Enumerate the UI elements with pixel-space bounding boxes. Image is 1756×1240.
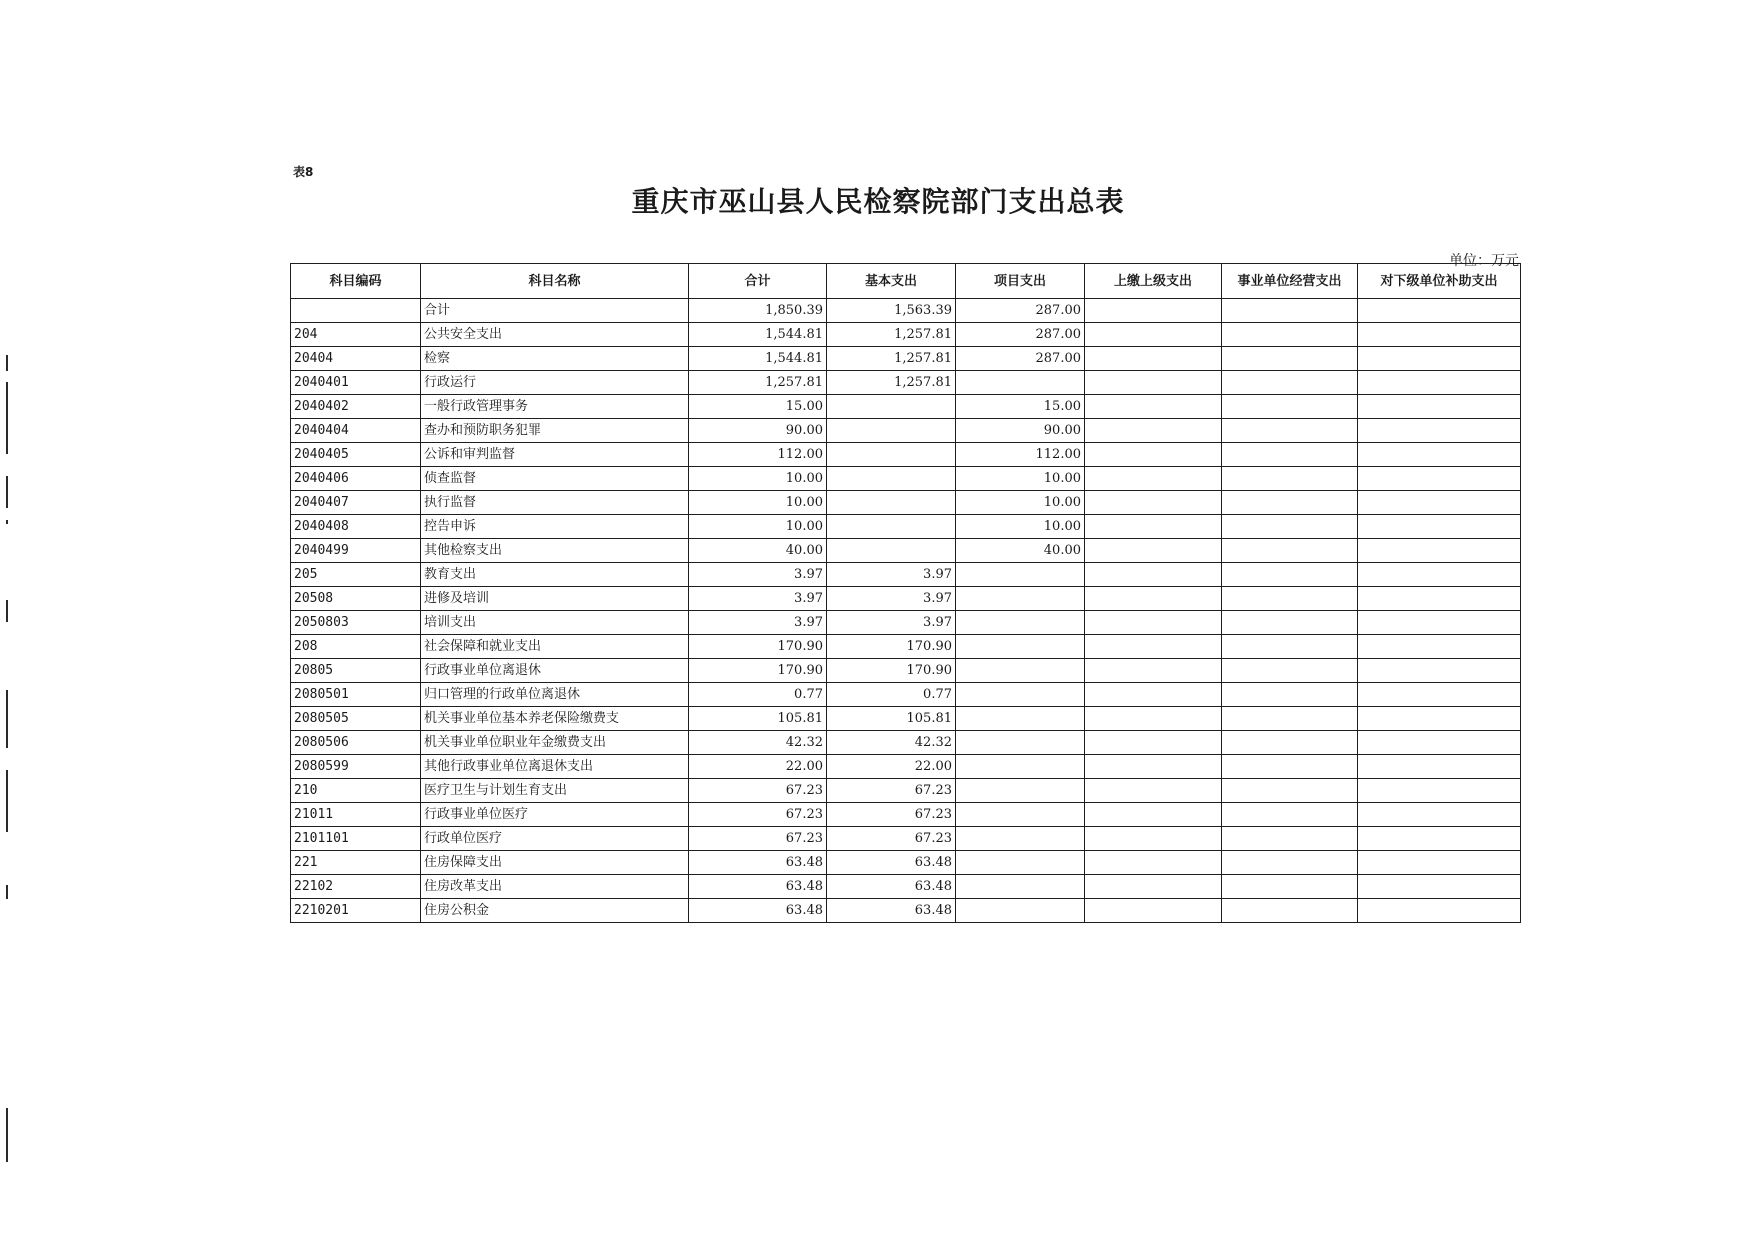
business-operation-cell [1222, 467, 1358, 491]
subordinate-subsidy-cell [1358, 419, 1521, 443]
basic-expenditure-cell: 3.97 [827, 587, 956, 611]
project-expenditure-cell [956, 731, 1085, 755]
basic-expenditure-cell [827, 419, 956, 443]
upper-remittance-cell [1085, 395, 1222, 419]
subject-name-cell: 侦查监督 [421, 467, 689, 491]
total-cell: 1,257.81 [689, 371, 827, 395]
project-expenditure-cell [956, 875, 1085, 899]
total-cell: 40.00 [689, 539, 827, 563]
project-expenditure-cell: 40.00 [956, 539, 1085, 563]
column-header: 对下级单位补助支出 [1358, 264, 1521, 299]
header-row [291, 264, 1521, 299]
basic-expenditure-cell [827, 515, 956, 539]
subject-name-cell: 住房保障支出 [421, 851, 689, 875]
project-expenditure-cell [956, 779, 1085, 803]
table-row [291, 803, 1521, 827]
upper-remittance-cell [1085, 803, 1222, 827]
subject-name-cell: 行政事业单位医疗 [421, 803, 689, 827]
scan-mark [6, 1108, 8, 1162]
upper-remittance-cell [1085, 827, 1222, 851]
total-cell: 1,544.81 [689, 347, 827, 371]
total-cell: 63.48 [689, 899, 827, 923]
project-expenditure-cell: 112.00 [956, 443, 1085, 467]
table-row [291, 347, 1521, 371]
basic-expenditure-cell [827, 395, 956, 419]
business-operation-cell [1222, 731, 1358, 755]
subject-code-cell: 205 [291, 563, 421, 587]
business-operation-cell [1222, 875, 1358, 899]
project-expenditure-cell [956, 371, 1085, 395]
subject-name-cell: 机关事业单位职业年金缴费支出 [421, 731, 689, 755]
basic-expenditure-cell: 22.00 [827, 755, 956, 779]
subject-code-cell: 2040404 [291, 419, 421, 443]
business-operation-cell [1222, 347, 1358, 371]
table-row [291, 635, 1521, 659]
business-operation-cell [1222, 851, 1358, 875]
business-operation-cell [1222, 683, 1358, 707]
subordinate-subsidy-cell [1358, 515, 1521, 539]
subject-name-cell: 住房改革支出 [421, 875, 689, 899]
total-cell: 10.00 [689, 467, 827, 491]
project-expenditure-cell [956, 563, 1085, 587]
basic-expenditure-cell: 1,563.39 [827, 299, 956, 323]
business-operation-cell [1222, 539, 1358, 563]
column-header: 科目编码 [291, 264, 421, 299]
subordinate-subsidy-cell [1358, 371, 1521, 395]
scan-mark [6, 476, 8, 508]
business-operation-cell [1222, 371, 1358, 395]
basic-expenditure-cell: 63.48 [827, 851, 956, 875]
subordinate-subsidy-cell [1358, 587, 1521, 611]
subject-code-cell: 20404 [291, 347, 421, 371]
subject-name-cell: 行政单位医疗 [421, 827, 689, 851]
subject-name-cell: 一般行政管理事务 [421, 395, 689, 419]
subject-code-cell: 20508 [291, 587, 421, 611]
total-cell: 170.90 [689, 659, 827, 683]
subordinate-subsidy-cell [1358, 899, 1521, 923]
total-cell: 3.97 [689, 563, 827, 587]
scan-mark [6, 355, 8, 371]
project-expenditure-cell: 15.00 [956, 395, 1085, 419]
table-row [291, 467, 1521, 491]
business-operation-cell [1222, 827, 1358, 851]
business-operation-cell [1222, 299, 1358, 323]
subject-code-cell: 2080501 [291, 683, 421, 707]
subordinate-subsidy-cell [1358, 707, 1521, 731]
total-cell: 67.23 [689, 827, 827, 851]
table-row [291, 539, 1521, 563]
project-expenditure-cell [956, 827, 1085, 851]
scan-mark [6, 885, 8, 899]
subject-name-cell: 住房公积金 [421, 899, 689, 923]
upper-remittance-cell [1085, 299, 1222, 323]
subordinate-subsidy-cell [1358, 323, 1521, 347]
table-row [291, 779, 1521, 803]
basic-expenditure-cell: 1,257.81 [827, 347, 956, 371]
subject-name-cell: 控告申诉 [421, 515, 689, 539]
upper-remittance-cell [1085, 467, 1222, 491]
business-operation-cell [1222, 395, 1358, 419]
table-row [291, 299, 1521, 323]
upper-remittance-cell [1085, 587, 1222, 611]
subject-name-cell: 医疗卫生与计划生育支出 [421, 779, 689, 803]
basic-expenditure-cell: 3.97 [827, 563, 956, 587]
subject-code-cell: 2040401 [291, 371, 421, 395]
scan-mark [6, 770, 8, 832]
subject-code-cell: 2080506 [291, 731, 421, 755]
project-expenditure-cell [956, 683, 1085, 707]
table-row [291, 659, 1521, 683]
upper-remittance-cell [1085, 419, 1222, 443]
subject-code-cell: 20805 [291, 659, 421, 683]
table-row [291, 731, 1521, 755]
basic-expenditure-cell: 105.81 [827, 707, 956, 731]
table-row [291, 515, 1521, 539]
project-expenditure-cell: 10.00 [956, 491, 1085, 515]
table-row [291, 395, 1521, 419]
subject-name-cell: 行政运行 [421, 371, 689, 395]
upper-remittance-cell [1085, 779, 1222, 803]
subordinate-subsidy-cell [1358, 731, 1521, 755]
subordinate-subsidy-cell [1358, 563, 1521, 587]
subject-code-cell: 2040405 [291, 443, 421, 467]
upper-remittance-cell [1085, 371, 1222, 395]
subject-name-cell: 社会保障和就业支出 [421, 635, 689, 659]
upper-remittance-cell [1085, 539, 1222, 563]
table-body [291, 299, 1521, 923]
project-expenditure-cell: 287.00 [956, 323, 1085, 347]
upper-remittance-cell [1085, 443, 1222, 467]
subject-code-cell: 210 [291, 779, 421, 803]
upper-remittance-cell [1085, 875, 1222, 899]
basic-expenditure-cell: 1,257.81 [827, 371, 956, 395]
total-cell: 112.00 [689, 443, 827, 467]
business-operation-cell [1222, 587, 1358, 611]
basic-expenditure-cell: 0.77 [827, 683, 956, 707]
subordinate-subsidy-cell [1358, 611, 1521, 635]
business-operation-cell [1222, 611, 1358, 635]
table-row [291, 899, 1521, 923]
table-row [291, 587, 1521, 611]
total-cell: 42.32 [689, 731, 827, 755]
business-operation-cell [1222, 443, 1358, 467]
business-operation-cell [1222, 803, 1358, 827]
basic-expenditure-cell [827, 539, 956, 563]
scan-mark [6, 520, 8, 524]
table-row [291, 875, 1521, 899]
subject-code-cell: 2210201 [291, 899, 421, 923]
subject-code-cell: 2050803 [291, 611, 421, 635]
subject-code-cell: 208 [291, 635, 421, 659]
project-expenditure-cell [956, 851, 1085, 875]
upper-remittance-cell [1085, 851, 1222, 875]
basic-expenditure-cell: 63.48 [827, 899, 956, 923]
subordinate-subsidy-cell [1358, 659, 1521, 683]
project-expenditure-cell [956, 755, 1085, 779]
upper-remittance-cell [1085, 683, 1222, 707]
subordinate-subsidy-cell [1358, 683, 1521, 707]
subordinate-subsidy-cell [1358, 803, 1521, 827]
project-expenditure-cell [956, 899, 1085, 923]
total-cell: 67.23 [689, 803, 827, 827]
basic-expenditure-cell: 42.32 [827, 731, 956, 755]
business-operation-cell [1222, 779, 1358, 803]
subordinate-subsidy-cell [1358, 539, 1521, 563]
project-expenditure-cell [956, 659, 1085, 683]
total-cell: 67.23 [689, 779, 827, 803]
upper-remittance-cell [1085, 707, 1222, 731]
column-header: 科目名称 [421, 264, 689, 299]
column-header: 上缴上级支出 [1085, 264, 1222, 299]
basic-expenditure-cell [827, 467, 956, 491]
table-row [291, 755, 1521, 779]
subject-name-cell: 培训支出 [421, 611, 689, 635]
subject-name-cell: 行政事业单位离退休 [421, 659, 689, 683]
total-cell: 1,544.81 [689, 323, 827, 347]
table-row [291, 491, 1521, 515]
upper-remittance-cell [1085, 563, 1222, 587]
subordinate-subsidy-cell [1358, 635, 1521, 659]
basic-expenditure-cell: 67.23 [827, 803, 956, 827]
project-expenditure-cell [956, 803, 1085, 827]
basic-expenditure-cell: 63.48 [827, 875, 956, 899]
basic-expenditure-cell: 1,257.81 [827, 323, 956, 347]
unit-label: 单位：万元 [1449, 253, 1519, 269]
business-operation-cell [1222, 323, 1358, 347]
scan-mark [6, 382, 8, 454]
subject-code-cell: 2040408 [291, 515, 421, 539]
table-row [291, 323, 1521, 347]
subject-code-cell: 2080505 [291, 707, 421, 731]
total-cell: 90.00 [689, 419, 827, 443]
total-cell: 63.48 [689, 875, 827, 899]
business-operation-cell [1222, 755, 1358, 779]
total-cell: 15.00 [689, 395, 827, 419]
total-cell: 3.97 [689, 587, 827, 611]
subordinate-subsidy-cell [1358, 443, 1521, 467]
total-cell: 1,850.39 [689, 299, 827, 323]
column-header: 合计 [689, 264, 827, 299]
subject-code-cell: 2040407 [291, 491, 421, 515]
subject-name-cell: 归口管理的行政单位离退休 [421, 683, 689, 707]
subordinate-subsidy-cell [1358, 755, 1521, 779]
subordinate-subsidy-cell [1358, 779, 1521, 803]
subordinate-subsidy-cell [1358, 395, 1521, 419]
page-title: 重庆市巫山县人民检察院部门支出总表 [631, 185, 1125, 218]
subject-name-cell: 其他检察支出 [421, 539, 689, 563]
basic-expenditure-cell: 170.90 [827, 635, 956, 659]
total-cell: 170.90 [689, 635, 827, 659]
upper-remittance-cell [1085, 755, 1222, 779]
subordinate-subsidy-cell [1358, 299, 1521, 323]
subject-code-cell: 21011 [291, 803, 421, 827]
upper-remittance-cell [1085, 491, 1222, 515]
scan-mark [6, 690, 8, 748]
business-operation-cell [1222, 491, 1358, 515]
total-cell: 22.00 [689, 755, 827, 779]
subject-name-cell: 检察 [421, 347, 689, 371]
total-cell: 10.00 [689, 491, 827, 515]
project-expenditure-cell: 10.00 [956, 515, 1085, 539]
column-header: 项目支出 [956, 264, 1085, 299]
business-operation-cell [1222, 659, 1358, 683]
basic-expenditure-cell [827, 443, 956, 467]
table-row [291, 707, 1521, 731]
upper-remittance-cell [1085, 635, 1222, 659]
project-expenditure-cell [956, 587, 1085, 611]
subject-name-cell: 合计 [421, 299, 689, 323]
business-operation-cell [1222, 707, 1358, 731]
basic-expenditure-cell: 3.97 [827, 611, 956, 635]
subject-name-cell: 公诉和审判监督 [421, 443, 689, 467]
subordinate-subsidy-cell [1358, 347, 1521, 371]
subject-code-cell: 2040402 [291, 395, 421, 419]
subject-code-cell: 2040406 [291, 467, 421, 491]
table-label: 表8 [293, 165, 314, 179]
subject-code-cell: 204 [291, 323, 421, 347]
table-row [291, 851, 1521, 875]
table-row [291, 563, 1521, 587]
project-expenditure-cell: 287.00 [956, 347, 1085, 371]
subject-name-cell: 教育支出 [421, 563, 689, 587]
business-operation-cell [1222, 419, 1358, 443]
upper-remittance-cell [1085, 323, 1222, 347]
subject-code-cell [291, 299, 421, 323]
subordinate-subsidy-cell [1358, 491, 1521, 515]
basic-expenditure-cell: 170.90 [827, 659, 956, 683]
upper-remittance-cell [1085, 347, 1222, 371]
table-row [291, 683, 1521, 707]
subject-name-cell: 进修及培训 [421, 587, 689, 611]
table-row [291, 419, 1521, 443]
business-operation-cell [1222, 635, 1358, 659]
project-expenditure-cell: 10.00 [956, 467, 1085, 491]
upper-remittance-cell [1085, 659, 1222, 683]
subject-name-cell: 公共安全支出 [421, 323, 689, 347]
table-row [291, 827, 1521, 851]
column-header: 事业单位经营支出 [1222, 264, 1358, 299]
subordinate-subsidy-cell [1358, 875, 1521, 899]
subject-code-cell: 2080599 [291, 755, 421, 779]
subordinate-subsidy-cell [1358, 827, 1521, 851]
upper-remittance-cell [1085, 899, 1222, 923]
subject-code-cell: 2101101 [291, 827, 421, 851]
table-row [291, 443, 1521, 467]
total-cell: 105.81 [689, 707, 827, 731]
expenditure-table [290, 263, 1521, 923]
basic-expenditure-cell [827, 491, 956, 515]
basic-expenditure-cell: 67.23 [827, 827, 956, 851]
project-expenditure-cell [956, 707, 1085, 731]
subject-name-cell: 查办和预防职务犯罪 [421, 419, 689, 443]
total-cell: 10.00 [689, 515, 827, 539]
subject-code-cell: 221 [291, 851, 421, 875]
business-operation-cell [1222, 563, 1358, 587]
upper-remittance-cell [1085, 731, 1222, 755]
table-row [291, 611, 1521, 635]
upper-remittance-cell [1085, 515, 1222, 539]
project-expenditure-cell: 287.00 [956, 299, 1085, 323]
business-operation-cell [1222, 515, 1358, 539]
subject-name-cell: 执行监督 [421, 491, 689, 515]
project-expenditure-cell: 90.00 [956, 419, 1085, 443]
total-cell: 3.97 [689, 611, 827, 635]
upper-remittance-cell [1085, 611, 1222, 635]
business-operation-cell [1222, 899, 1358, 923]
subject-code-cell: 2040499 [291, 539, 421, 563]
scan-mark [6, 600, 8, 622]
subordinate-subsidy-cell [1358, 851, 1521, 875]
total-cell: 0.77 [689, 683, 827, 707]
project-expenditure-cell [956, 611, 1085, 635]
subject-code-cell: 22102 [291, 875, 421, 899]
subordinate-subsidy-cell [1358, 467, 1521, 491]
column-header: 基本支出 [827, 264, 956, 299]
total-cell: 63.48 [689, 851, 827, 875]
table-row [291, 371, 1521, 395]
project-expenditure-cell [956, 635, 1085, 659]
basic-expenditure-cell: 67.23 [827, 779, 956, 803]
subject-name-cell: 其他行政事业单位离退休支出 [421, 755, 689, 779]
subject-name-cell: 机关事业单位基本养老保险缴费支 [421, 707, 689, 731]
